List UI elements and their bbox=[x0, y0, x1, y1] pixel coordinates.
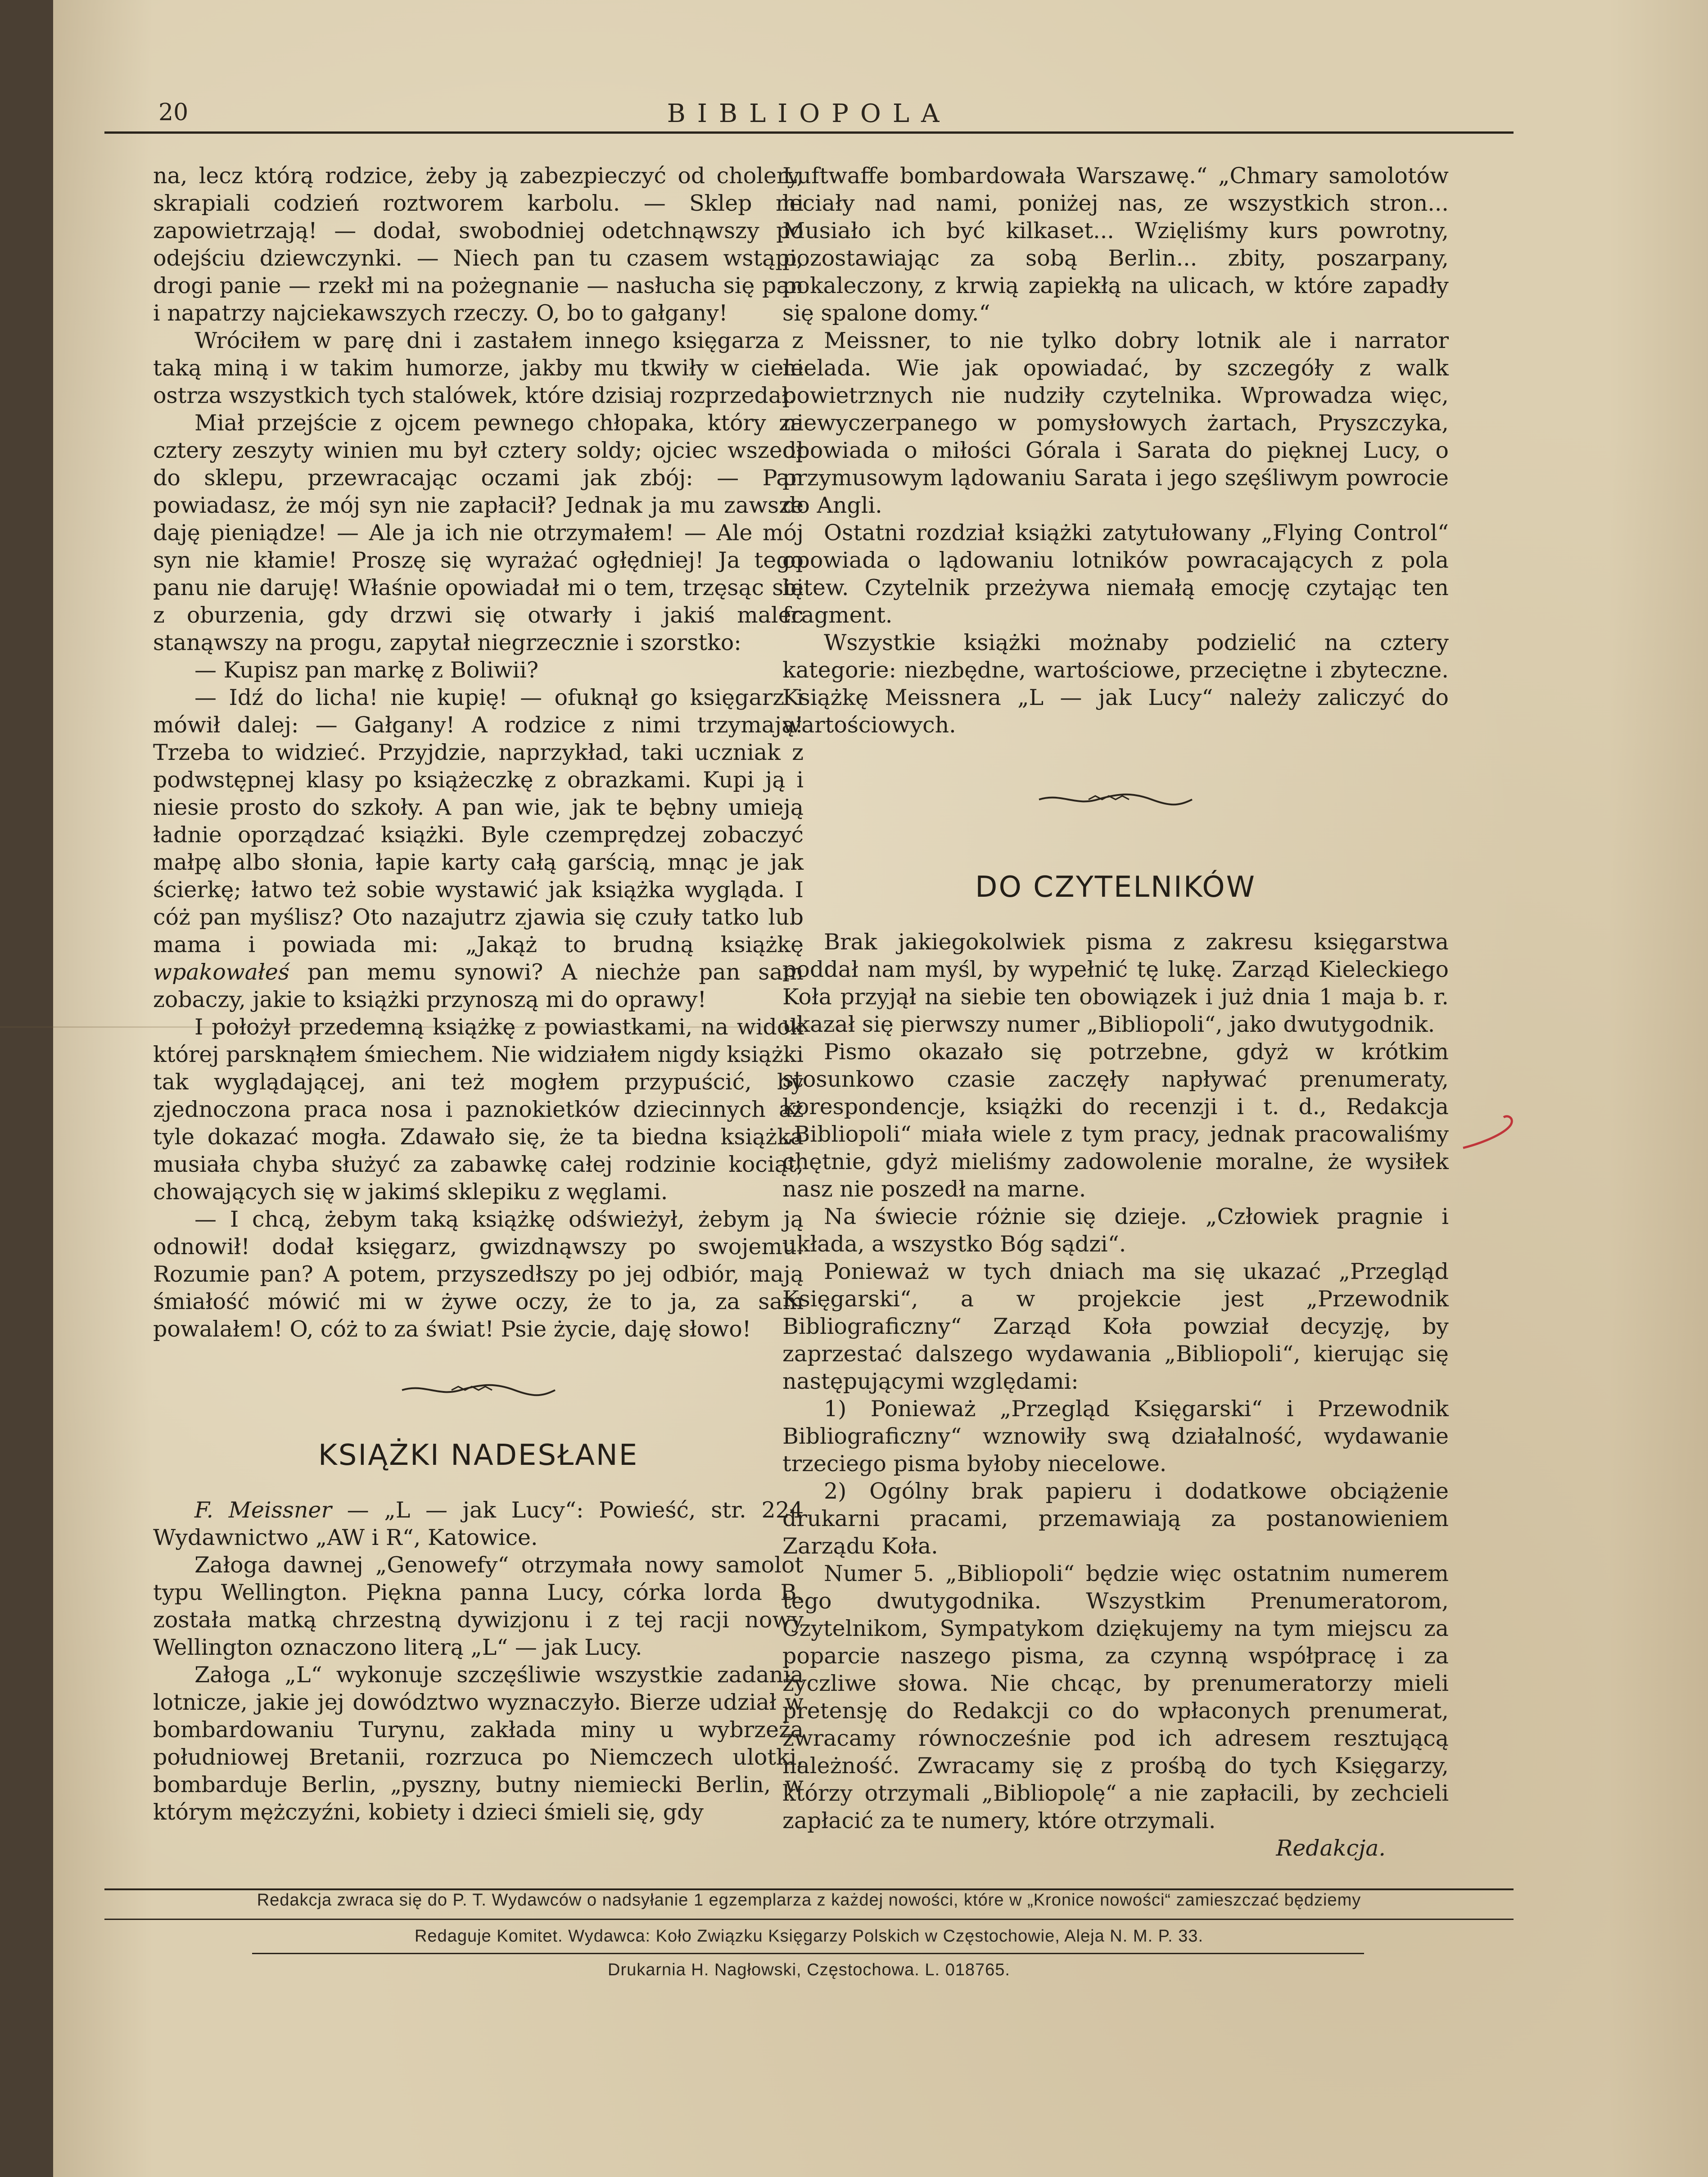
right-column bbox=[782, 162, 1449, 1862]
footer-publisher: Redaguje Komitet. Wydawca: Koło Związku Księgarzy Polskich w Częstochowie, Aleja N. M. P. 33. bbox=[414, 1927, 1203, 1946]
header-rule bbox=[104, 131, 1514, 134]
paragraph: I położył przedemną książkę z powiastkami, na widok której parsknąłem śmiechem. Nie widziałem nigdy książki tak wyglądającej, ani też mogłem przypuścić, by zjednoczona praca nosa i paznokietków dziecinnych aż tyle dokazać mogła. Zdawało się, że ta biedna książka musiała chyba służyć za zabawkę całej rodzinie kociąt, chowających się w jakimś sklepiku z węglami. bbox=[153, 1014, 804, 1205]
book-details: — „L — jak Lucy“: Powieść, str. 224 Wydawnictwo „AW i R“, Katowice. bbox=[153, 1497, 804, 1550]
review-paragraph: Luftwaffe bombardowała Warszawę.“ „Chmary samolotów leciały nad nami, poniżej nas, ze wszystkich stron... Musiało ich być kilkaset... Wzięliśmy kurs powrotny, pozostawiając za sobą Berlin... zbity, poszarpany, pokaleczony, z krwią zapiekłą na ulicach, w które zapadły się spalone domy.“ bbox=[782, 163, 1449, 326]
paragraph: Miał przejście z ojcem pewnego chłopaka, który za cztery zeszyty winien mu był cztery soldy; ojciec wszedł do sklepu, przewracając oczami jak zbój: — Pan powiadasz, że mój syn nie zapłacił? Jednak ja mu zawsze daję pieniądze! — Ale ja ich nie otrzymałem! — Ale mój syn nie kłamie! Proszę się wyrażać ogłędniej! Ja tego panu nie daruję! Właśnie opowiadał mi o tem, trzęsąc się z oburzenia, gdy drzwi się otwarły i jakiś malec stanąwszy na progu, zapytał niegrzecznie i szorstko: bbox=[153, 410, 804, 655]
paragraph: na, lecz którą rodzice, żeby ją zabezpieczyć od cholery, skrapiali codzień roztworem karbolu. — Sklep mi zapowietrzają! — dodał, swobodniej odetchnąwszy po odejściu dziewczynki. — Niech pan tu czasem wstąpi, drogi panie — rzekł mi na pożegnanie — nasłucha się pan i napatrzy najciekawszych rzeczy. O, bo to gałgany! bbox=[153, 163, 804, 326]
page-header bbox=[104, 99, 1514, 131]
book-author: F. Meissner bbox=[194, 1497, 332, 1523]
footer-rule-bottom bbox=[252, 1953, 1364, 1954]
footer-rule-middle bbox=[104, 1919, 1514, 1920]
paragraph: — I chcą, żebym taką książkę odświeżył, żebym ją odnowił! dodał księgarz, gwizdnąwszy po swojemu. Rozumie pan? A potem, przyszedłszy po jej odbiór, mają śmiałość mówić mi w żywe oczy, że to ja, za sam powalałem! O, cóż to za świat! Psie życie, daję słowo! bbox=[153, 1206, 804, 1342]
review-paragraph: Ostatni rozdział książki zatytułowany „Flying Control“ opowiada o lądowaniu lotników powracających z pola bitew. Czytelnik przeżywa niemałą emocję czytając ten fragment. bbox=[782, 520, 1449, 628]
review-paragraph: Wszystkie książki możnaby podzielić na cztery kategorie: niezbędne, wartościowe, przeciętne i zbyteczne. Książkę Meissnera „L — jak Lucy“ należy zaliczyć do wartościowych. bbox=[782, 630, 1449, 738]
review-paragraph: Załoga „L“ wykonuje szczęśliwie wszystkie zadania lotnicze, jakie jej dowództwo wyznaczyło. Bierze udział w bombardowaniu Turynu, zakłada miny u wybrzeża południowej Bretanii, rozrzuca po Niemczech ulotki, bombarduje Berlin, „pyszny, butny niemiecki Berlin, w którym mężczyźni, kobiety i dzieci śmieli się, gdy bbox=[153, 1662, 804, 1825]
notice-point-1: 1) Ponieważ „Przegląd Księgarski“ i Przewodnik Bibliograficzny“ wznowiły swą działalność, wydawanie trzeciego pisma byłoby niecelowe. bbox=[782, 1396, 1449, 1477]
section-title-to-readers: DO CZYTELNIKÓW bbox=[975, 871, 1256, 904]
review-paragraph: Meissner, to nie tylko dobry lotnik ale i narrator nielada. Wie jak opowiadać, by szczegóły z walk powietrznych nie nudziły czytelnika. Wprowadza więc, niewyczerpanego w pomysłowych żartach, Pryszczyka, opowiada o miłości Górala i Sarata do pięknej Lucy, o przymusowym lądowaniu Sarata i jego szęśliwym powrocie do Angli. bbox=[782, 328, 1449, 518]
notice-point-2: 2) Ogólny brak papieru i dodatkowe obciążenie drukarni pracami, przemawiają za postanowieniem Zarządu Koła. bbox=[782, 1478, 1449, 1559]
notice-paragraph: Na świecie różnie się dzieje. „Człowiek pragnie i układa, a wszystko Bóg sądzi“. bbox=[782, 1204, 1449, 1257]
section-title-books-received: KSIĄŻKI NADESŁANE bbox=[318, 1439, 639, 1472]
footer-printer: Drukarnia H. Nagłowski, Częstochowa. L. 018765. bbox=[608, 1960, 1010, 1979]
review-paragraph: Załoga dawnej „Genowefy“ otrzymała nowy samolot typu Wellington. Piękna panna Lucy, córka lorda B. została matką chrzestną dywizjonu i z tej racji nowy Wellington oznaczono literą „L“ — jak Lucy. bbox=[153, 1552, 804, 1660]
editorial-signature: Redakcja. bbox=[1276, 1835, 1386, 1861]
paragraph bbox=[153, 684, 804, 1013]
paragraph: Wróciłem w parę dni i zastałem innego księgarza z taką miną i w takim humorze, jakby mu tkwiły w ciele ostrza wszystkich tych stalówek, które dzisiaj rozprzedał. bbox=[153, 328, 804, 408]
paragraph-text-tail: pan memu synowi? A niechże pan sam zobaczy, jakie to książki przynoszą mi do oprawy! bbox=[153, 959, 804, 1012]
notice-paragraph: Ponieważ w tych dniach ma się ukazać „Przegląd Księgarski“, a w projekcie jest „Przewodnik Bibliograficzny“ Zarząd Koła powział decyzję, by zaprzestać dalszego wydawania „Bibliopoli“, kierując się następującymi względami: bbox=[782, 1259, 1449, 1394]
left-column bbox=[153, 162, 804, 1826]
page-number: 20 bbox=[158, 99, 189, 126]
italic-word: wpakowałeś bbox=[153, 959, 289, 985]
footer-notice: Redakcja zwraca się do P. T. Wydawców o nadsyłanie 1 egzemplarza z każdej nowości, które w „Kronice nowości“ zamieszczać będziemy bbox=[257, 1891, 1361, 1910]
ornament-divider bbox=[398, 1379, 560, 1401]
red-pencil-mark bbox=[1459, 1112, 1522, 1157]
running-title: BIBLIOPOLA bbox=[667, 99, 951, 128]
notice-paragraph: Pismo okazało się potrzebne, gdyż w krótkim stosunkowo czasie zaczęły napływać prenumeraty, korespondencje, książki do recenzji i t. d., Redakcja „Bibliopoli“ miała wiele z tym pracy, jednak pracowaliśmy chętnie, gdyż mieliśmy zadowolenie moralne, że wysiłek nasz nie poszedł na marne. bbox=[782, 1039, 1449, 1202]
book-entry bbox=[153, 1496, 804, 1551]
dialogue-line: — Kupisz pan markę z Boliwii? bbox=[194, 657, 539, 683]
ornament-divider bbox=[1035, 788, 1197, 811]
notice-paragraph: Numer 5. „Bibliopoli“ będzie więc ostatnim numerem tego dwutygodnika. Wszystkim Prenumeratorom, Czytelnikom, Sympatykom dziękujemy na tym miejscu za poparcie naszego pisma, za czynną współpracę i za życzliwe słowa. Nie chcąc, by prenumeratorzy mieli pretensję do Redakcji co do wpłaconych prenumerat, zwracamy równocześnie pod ich adresem resztującą należność. Zwracamy się z prośbą do tych Księgarzy, którzy otrzymali „Bibliopolę“ a nie zapłacili, by zechcieli zapłacić za te numery, które otrzymali. bbox=[782, 1561, 1449, 1834]
notice-paragraph: Brak jakiegokolwiek pisma z zakresu księgarstwa poddał nam myśl, by wypełnić tę lukę. Zarząd Kieleckiego Koła przyjął na siebie ten obowiązek i już dnia 1 maja b. r. ukazał się pierwszy numer „Bibliopoli“, jako dwutygodnik. bbox=[782, 929, 1449, 1037]
paragraph-text: — Idź do licha! nie kupię! — ofuknął go księgarz i mówił dalej: — Gałgany! A rodzice z nimi trzymają! Trzeba to widzieć. Przyjdzie, naprzykład, taki uczniak z podwstępnej klasy po książeczkę z obrazkami. Kupi ją i niesie prosto do szkoły. A pan wie, jak te bębny umieją ładnie oporządzać książki. Byle czemprędzej zobaczyć małpę albo słonia, łapie karty całą garścią, mnąc je jak ścierkę; łatwo też sobie wystawić jak książka wygląda. I cóż pan myślisz? Oto nazajutrz zjawia się czuły tatko lub mama i powiada mi: „Jakąż to brudną książkę bbox=[153, 685, 804, 958]
footer-rule-top bbox=[104, 1888, 1514, 1890]
